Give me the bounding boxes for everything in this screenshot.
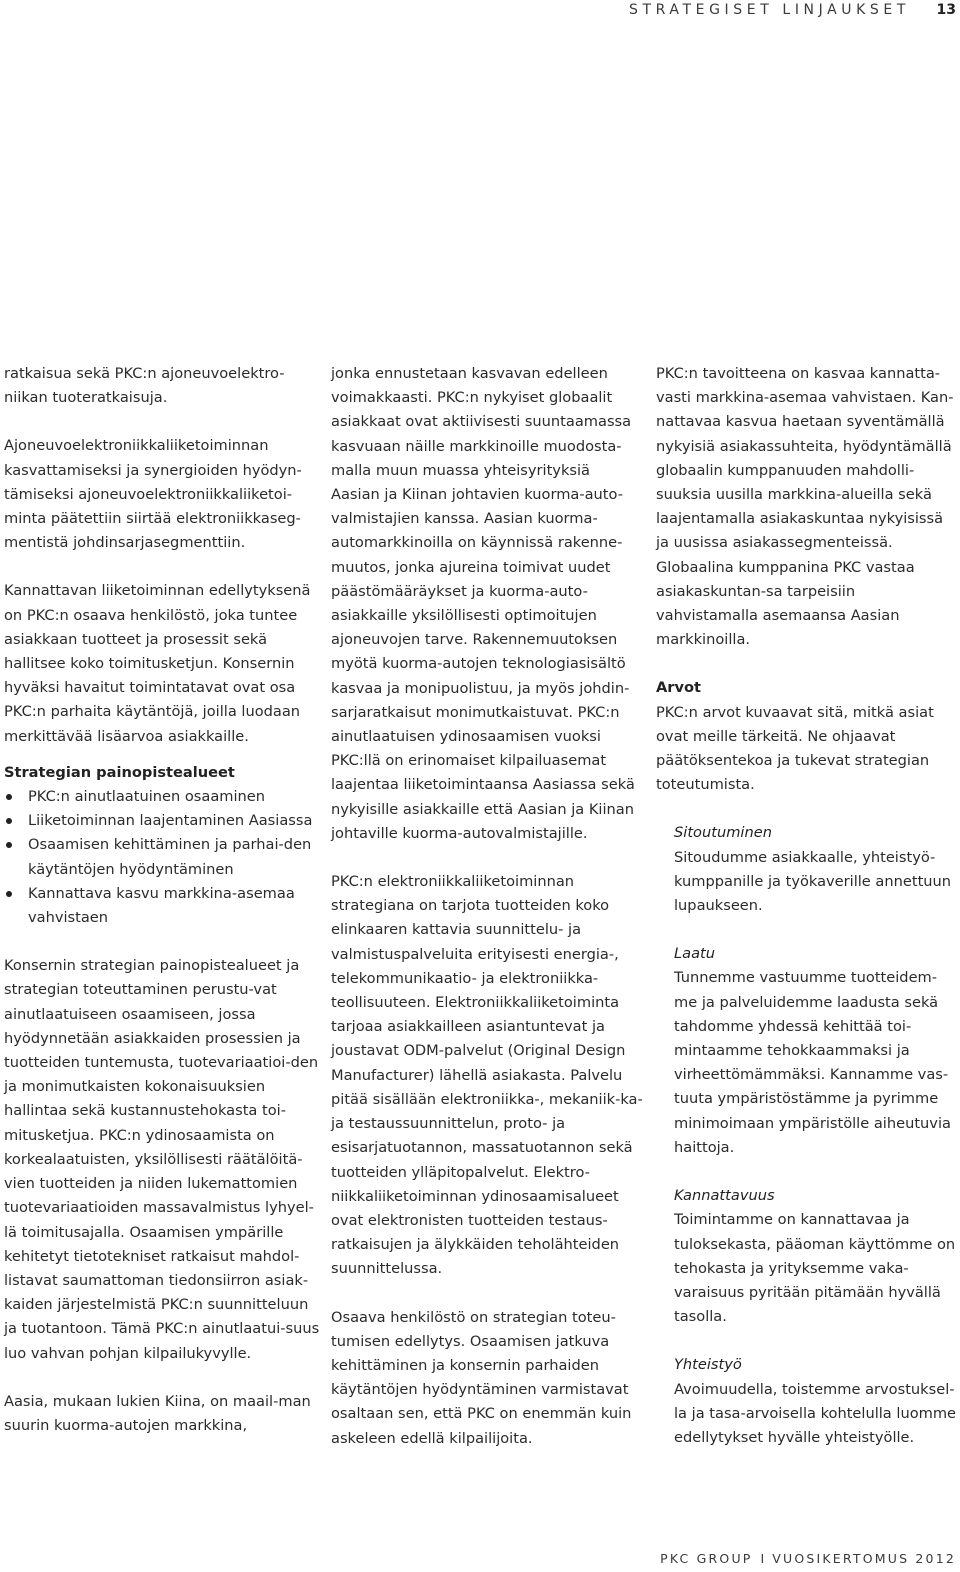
value-text: Toimintamme on kannattavaa ja tuloksekasta, pääoman käyttömme on tehokasta ja yrityksemme vaka-varaisuus pyritään pitämään hyvällä tasolla. (674, 1211, 956, 1326)
value-text: Sitoudumme asiakkaalle, yhteistyö-kumppanille ja työkaverille annettuun lupaukseen. (674, 848, 952, 915)
list-item: Osaamisen kehittäminen ja parhai-den käytäntöjen hyödyntäminen (4, 833, 320, 881)
footer (660, 1551, 956, 1566)
value-item (674, 942, 958, 1160)
value-title: Yhteistyö (674, 1356, 742, 1374)
section-heading-values: Arvot (656, 679, 702, 697)
paragraph: Ajoneuvoelektroniikkaliiketoiminnan kasvattamiseksi ja synergioiden hyödyn-tämiseksi ajoneuvoelektroniikkaliiketoi-minta päätettiin siirtää elektroniikkaseg-mentistä johdinsarjasegmenttiin. (4, 437, 302, 552)
section-heading-strategy: Strategian painopistealueet (4, 763, 235, 781)
value-text: Tunnemme vastuumme tuotteidem-me ja palveluidemme laadusta sekä tahdomme yhdessä kehittää toi-mintaamme tehokkaammaksi ja virheettömämmäksi. Kannamme vas-tuuta ympäristöstämme ja pyrimme minimoimaan ympäristölle aiheutuvia haittoja. (674, 969, 951, 1156)
section-title: STRATEGISET LINJAUKSET (629, 2, 910, 18)
paragraph: jonka ennustetaan kasvavan edelleen voimakkaasti. PKC:n nykyiset globaalit asiakkaat ovat aktiivisesti suuntaamassa kasvuaan näille markkinoille muodosta-malla muun muassa yhteisyrityksiä Aasian ja Kiinan johtavien kuorma-auto-valmistajien kanssa. Aasian kuorma-automarkkinoilla on käynnissä rakenne-muutos, jonka ajureina toimivat uudet päästömääräykset ja kuorma-auto-asiakkaille yksilöllisesti optimoitujen ajoneuvojen tarve. Rakennemuutoksen myötä kuorma-autojen teknologiasisältö kasvaa ja monipuolistuu, ja myös johdin-sarjaratkaisut monimutkaistuvat. PKC:n ainutlaatuisen ydinosaamisen vuoksi PKC:llä on erinomaiset kilpailuasemat laajentaa liiketoimintaansa Aasiassa sekä nykyisille asiakkaille että Aasian ja Kiinan johtaville kuorma-autovalmistajille. (331, 365, 635, 842)
value-title: Laatu (674, 945, 715, 963)
list-item: PKC:n ainutlaatuinen osaaminen (4, 785, 320, 809)
page-number: 13 (936, 2, 956, 18)
value-title: Sitoutuminen (674, 824, 772, 842)
footer-separator: I (760, 1551, 765, 1566)
paragraph: Konsernin strategian painopistealueet ja strategian toteuttaminen perustu-vat ainutlaatuiseen osaamiseen, jossa hyödynnetään asiakkaiden prosessien ja tuotteiden tuntemusta, tuotevariaatioi-den ja monimutkaisten kokonaisuuksien hallintaa sekä kustannustehokasta toi-mitusketjua. PKC:n ydinosaamista on korkealaatuisten, yksilöllisesti räätälöitä-vien tuotteiden ja niiden lukemattomien tuotevariaatioiden massavalmistus lyhyel-lä toimitusajalla. Osaamisen ympärille kehitetyt tietotekniset ratkaisut mahdol-listavat saumattoman tiedonsiirron asiak-kaiden järjestelmistä PKC:n suunnitteluun ja tuotantoon. Tämä PKC:n ainutlaatui-suus luo vahvan pohjan kilpailukyvylle. (4, 957, 320, 1362)
footer-company: PKC GROUP (660, 1551, 753, 1566)
value-item (674, 821, 958, 918)
paragraph: Aasia, mukaan lukien Kiina, on maail-man suurin kuorma-autojen markkina, (4, 1392, 311, 1434)
column-right (656, 362, 958, 1450)
list-item: Kannattava kasvu markkina-asemaa vahvistaen (4, 882, 320, 930)
paragraph: Kannattavan liiketoiminnan edellytyksenä on PKC:n osaava henkilöstö, joka tuntee asiakkaan tuotteet ja prosessit sekä hallitsee koko toimitusketjun. Konsernin hyväksi havaitut toimintatavat ovat osa PKC:n parhaita käytäntöjä, joilla luodaan merkittävää lisäarvoa asiakkaille. (4, 582, 311, 745)
paragraph: PKC:n elektroniikkaliiketoiminnan strategiana on tarjota tuotteiden koko elinkaaren kattavia suunnittelu- ja valmistuspalveluita erityisesti energia-, telekommunikaatio- ja elektroniikka-teollisuuteen. Elektroniikkaliiketoiminta tarjoaa asiakkailleen asiantuntevat ja joustavat ODM-palvelut (Original Design Manufacturer) lähellä asiakasta. Palvelu pitää sisällään elektroniikka-, mekaniik-ka- ja testaussuunnittelun, proto- ja esisarjatuotannon, massatuotannon sekä tuotteiden ylläpitopalvelut. Elektro-niikkaliiketoiminnan ydinosaamisalueet ovat elektronisten tuotteiden testaus-ratkaisujen ja älykkäiden teholähteiden suunnittelussa. (331, 873, 643, 1278)
value-item (674, 1184, 958, 1329)
paragraph: ratkaisua sekä PKC:n ajoneuvoelektro-niikan tuoteratkaisuja. (4, 365, 285, 407)
value-title: Kannattavuus (674, 1187, 775, 1205)
paragraph: PKC:n tavoitteena on kasvaa kannatta-vasti markkina-asemaa vahvistaen. Kan-nattavaa kasvua haetaan syventämällä nykyisiä asiakassuhteita, hyödyntämällä globaalin kumppanuuden mahdolli-suuksia uusilla markkina-alueilla sekä laajentamalla asiakaskuntaa nykyisissä ja uusissa asiakassegmenteissä. Globaalina kumppanina PKC vastaa asiakaskuntan-sa tarpeisiin vahvistamalla asemaansa Aasian markkinoilla. (656, 365, 954, 649)
list-item: Liiketoiminnan laajentaminen Aasiassa (4, 809, 320, 833)
footer-report: VUOSIKERTOMUS 2012 (772, 1551, 956, 1566)
bullet-list (4, 785, 320, 930)
column-left (4, 362, 320, 1438)
value-text: Avoimuudella, toistemme arvostuksel-la ja tasa-arvoisella kohtelulla luomme edellytykset hyvälle yhteistyölle. (674, 1380, 957, 1446)
value-item (674, 1353, 958, 1450)
paragraph: Osaava henkilöstö on strategian toteu-tumisen edellytys. Osaamisen jatkuva kehittäminen ja konsernin parhaiden käytäntöjen hyödyntäminen varmistavat osaltaan sen, että PKC on enemmän kuin askeleen edellä kilpailijoita. (331, 1308, 632, 1447)
column-middle (331, 362, 643, 1451)
paragraph: PKC:n arvot kuvaavat sitä, mitkä asiat ovat meille tärkeitä. Ne ohjaavat päätöksentekoa ja tukevat strategian toteutumista. (656, 703, 934, 794)
